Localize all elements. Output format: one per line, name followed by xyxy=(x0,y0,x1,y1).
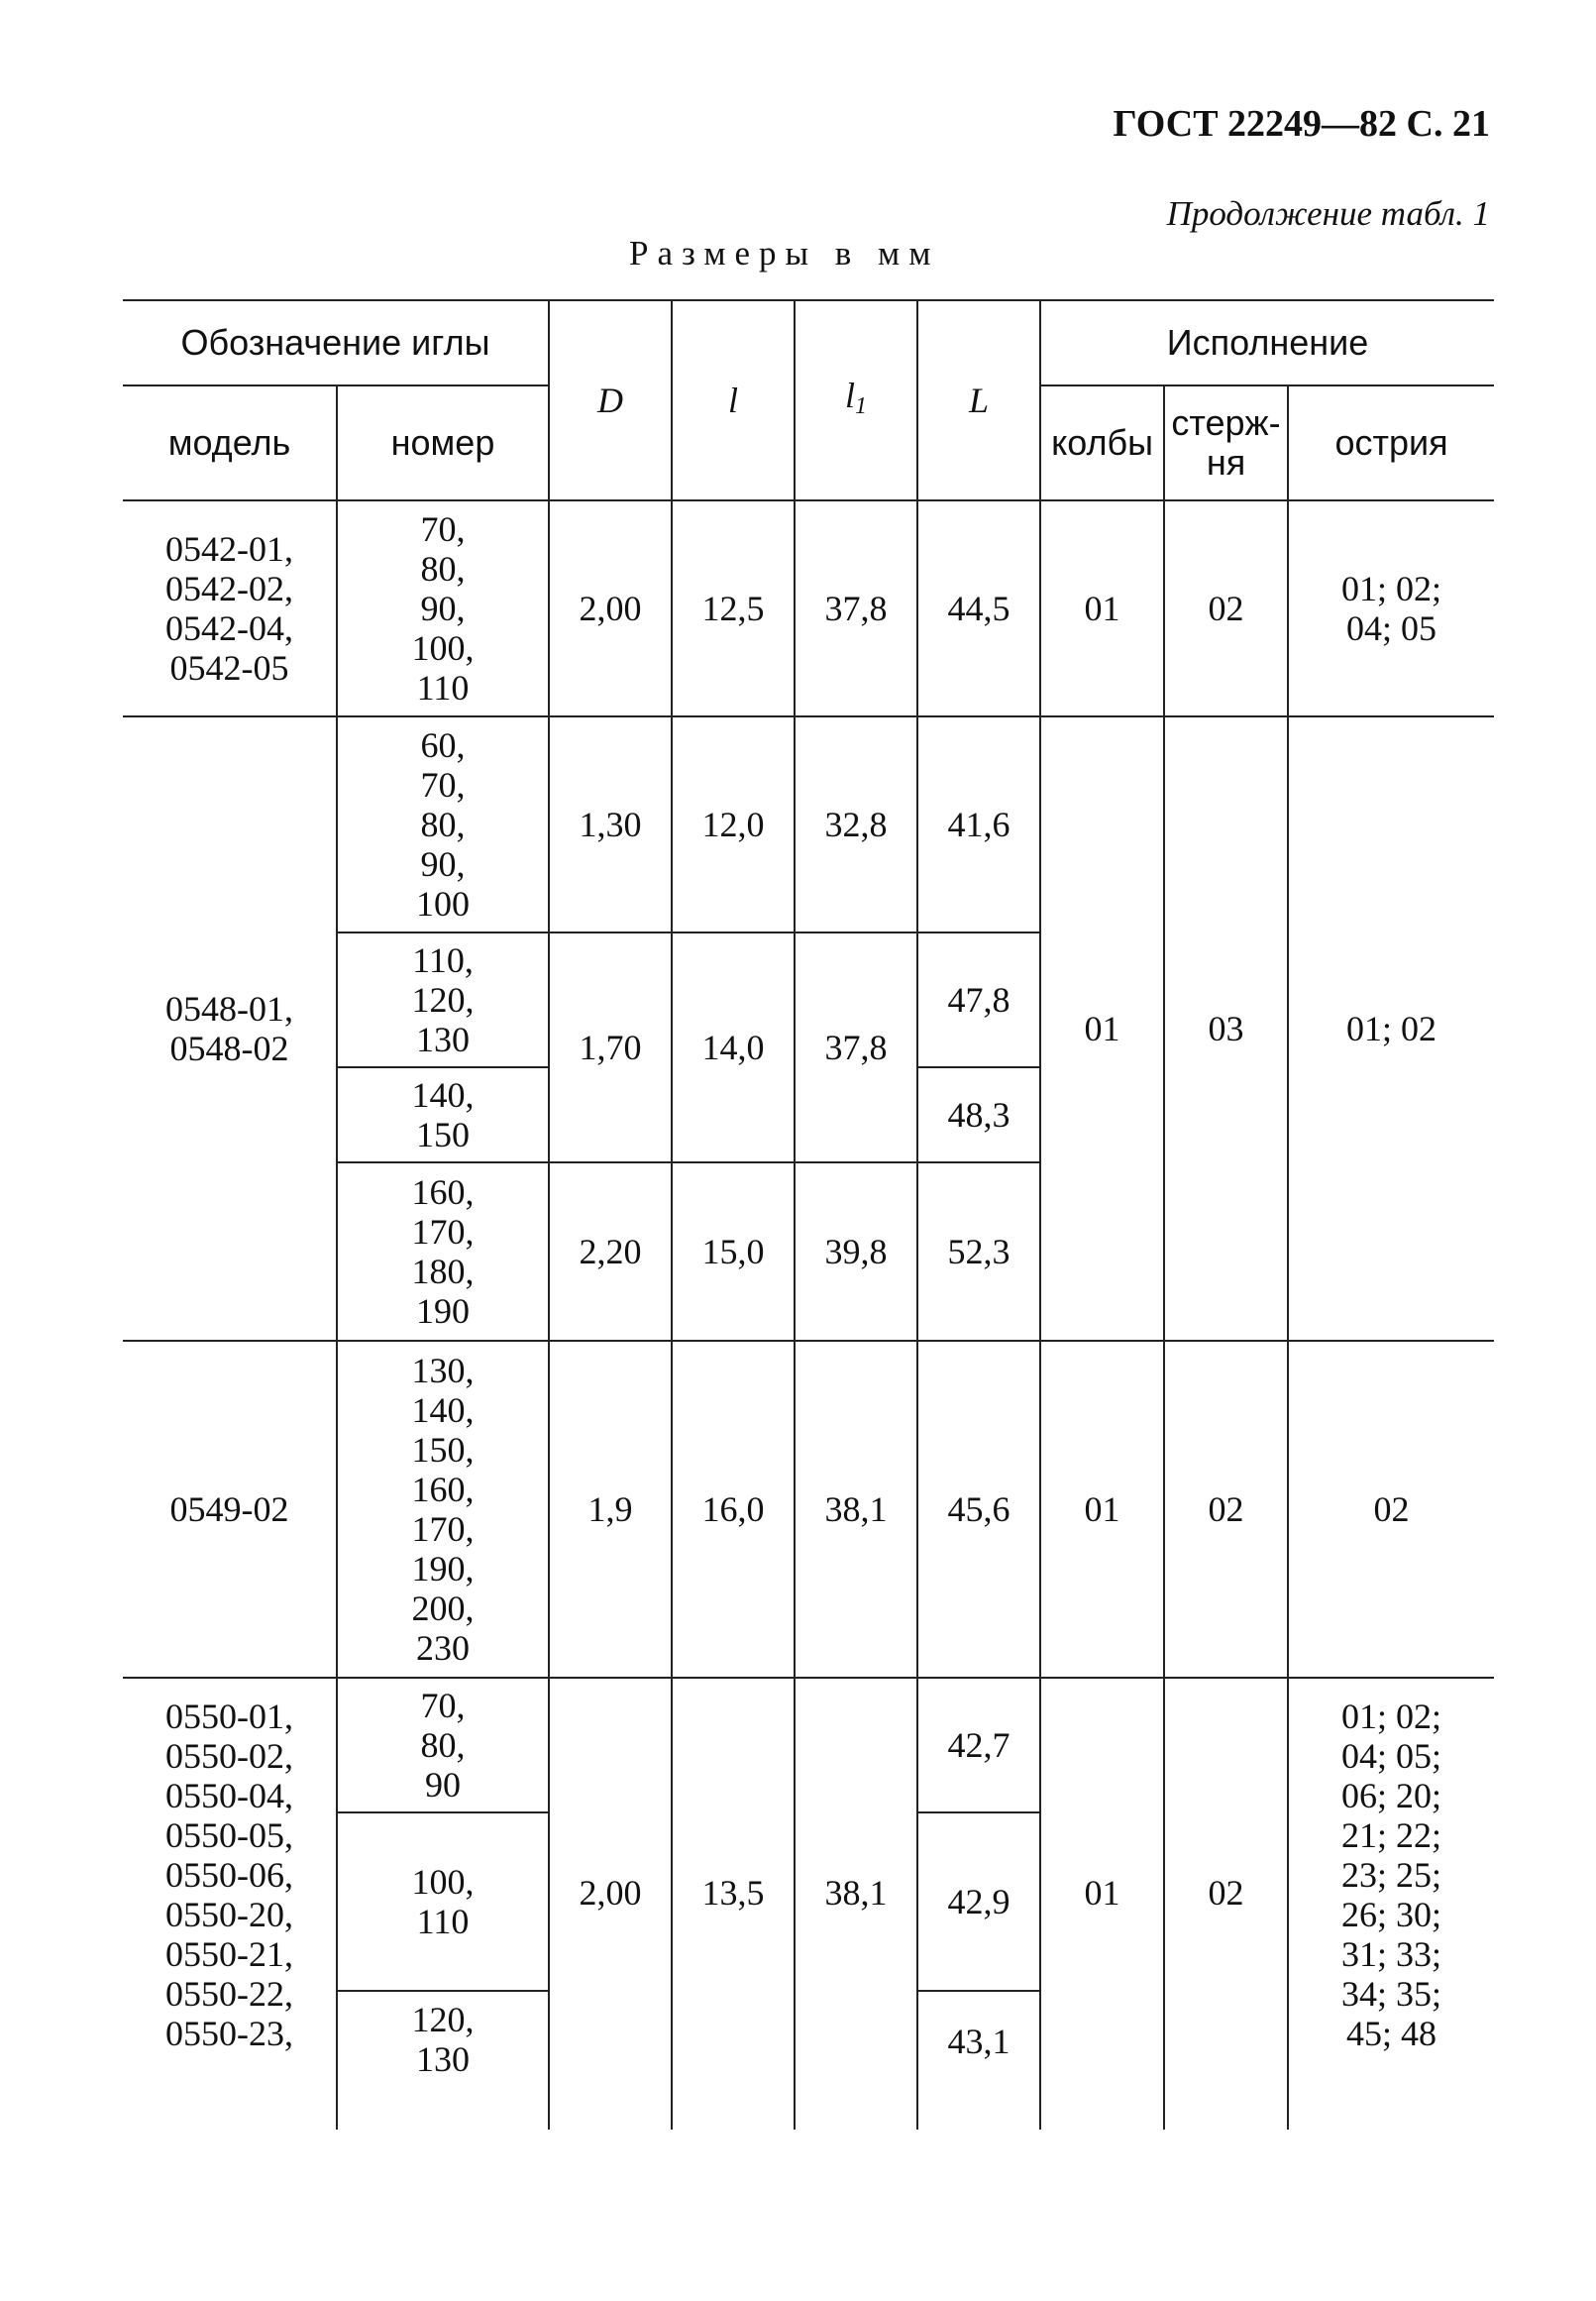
number-0548-d: 160, 170, 180, 190 xyxy=(337,1162,549,1341)
number-0549: 130, 140, 150, 160, 170, 190, 200, 230 xyxy=(337,1341,549,1678)
cell-D: 1,30 xyxy=(549,716,672,932)
header-flask: колбы xyxy=(1040,385,1164,500)
needle-dimensions-table xyxy=(123,299,1494,2130)
cell-point: 01; 02; 04; 05; 06; 20; 21; 22; 23; 25; 26; 30; 31; 33; 34; 35; 45; 48 xyxy=(1288,1678,1494,2130)
header-execution: Исполнение xyxy=(1040,300,1494,385)
page-header: ГОСТ 22249—82 С. 21 xyxy=(1113,103,1490,145)
cell-l: 12,0 xyxy=(672,716,795,932)
model-0542: 0542-01, 0542-02, 0542-04, 0542-05 xyxy=(123,500,337,716)
cell-D: 2,00 xyxy=(549,1678,672,2130)
cell-l1: 38,1 xyxy=(795,1341,917,1678)
cell-shank: 02 xyxy=(1164,1678,1288,2130)
header-D: D xyxy=(549,300,672,500)
model-0548: 0548-01, 0548-02 xyxy=(123,716,337,1341)
cell-L: 42,9 xyxy=(917,1812,1040,1991)
header-number: номер xyxy=(337,385,549,500)
cell-l1: 37,8 xyxy=(795,932,917,1162)
number-0550-a: 70, 80, 90 xyxy=(337,1678,549,1812)
header-l: l xyxy=(672,300,795,500)
number-0548-a: 60, 70, 80, 90, 100 xyxy=(337,716,549,932)
cell-L: 47,8 xyxy=(917,932,1040,1067)
cell-L: 52,3 xyxy=(917,1162,1040,1341)
number-0548-c: 140, 150 xyxy=(337,1067,549,1162)
cell-l: 12,5 xyxy=(672,500,795,716)
cell-D: 1,9 xyxy=(549,1341,672,1678)
cell-L: 44,5 xyxy=(917,500,1040,716)
header-l1-base: l xyxy=(845,375,856,415)
cell-shank: 02 xyxy=(1164,1341,1288,1678)
cell-L: 45,6 xyxy=(917,1341,1040,1678)
number-0550-b: 100, 110 xyxy=(337,1812,549,1991)
header-shank: стерж- ня xyxy=(1164,385,1288,500)
cell-l1: 38,1 xyxy=(795,1678,917,2130)
header-needle-designation: Обозначение иглы xyxy=(123,300,549,385)
cell-l1: 37,8 xyxy=(795,500,917,716)
cell-D: 2,00 xyxy=(549,500,672,716)
cell-L: 41,6 xyxy=(917,716,1040,932)
cell-L: 48,3 xyxy=(917,1067,1040,1162)
header-L: L xyxy=(917,300,1040,500)
cell-L: 42,7 xyxy=(917,1678,1040,1812)
cell-point: 01; 02; 04; 05 xyxy=(1288,500,1494,716)
cell-shank: 02 xyxy=(1164,500,1288,716)
cell-D: 2,20 xyxy=(549,1162,672,1341)
number-0550-c: 120, 130 xyxy=(337,1991,549,2130)
cell-point: 02 xyxy=(1288,1341,1494,1678)
number-0548-b: 110, 120, 130 xyxy=(337,932,549,1067)
header-model: модель xyxy=(123,385,337,500)
cell-l: 16,0 xyxy=(672,1341,795,1678)
cell-l: 15,0 xyxy=(672,1162,795,1341)
header-l1-sub: 1 xyxy=(855,392,868,419)
cell-shank: 03 xyxy=(1164,716,1288,1341)
units-label: Размеры в мм xyxy=(629,234,940,273)
cell-l: 13,5 xyxy=(672,1678,795,2130)
cell-L: 43,1 xyxy=(917,1991,1040,2130)
cell-l: 14,0 xyxy=(672,932,795,1162)
model-0550: 0550-01, 0550-02, 0550-04, 0550-05, 0550-06, 0550-20, 0550-21, 0550-22, 0550-23, xyxy=(123,1678,337,2130)
cell-D: 1,70 xyxy=(549,932,672,1162)
cell-flask: 01 xyxy=(1040,716,1164,1341)
cell-flask: 01 xyxy=(1040,1678,1164,2130)
number-0542: 70, 80, 90, 100, 110 xyxy=(337,500,549,716)
cell-point: 01; 02 xyxy=(1288,716,1494,1341)
header-l1 xyxy=(795,300,917,500)
model-0549: 0549-02 xyxy=(123,1341,337,1678)
cell-l1: 39,8 xyxy=(795,1162,917,1341)
cell-flask: 01 xyxy=(1040,1341,1164,1678)
table-continuation-note: Продолжение табл. 1 xyxy=(1166,194,1490,233)
cell-flask: 01 xyxy=(1040,500,1164,716)
cell-l1: 32,8 xyxy=(795,716,917,932)
header-point: острия xyxy=(1288,385,1494,500)
